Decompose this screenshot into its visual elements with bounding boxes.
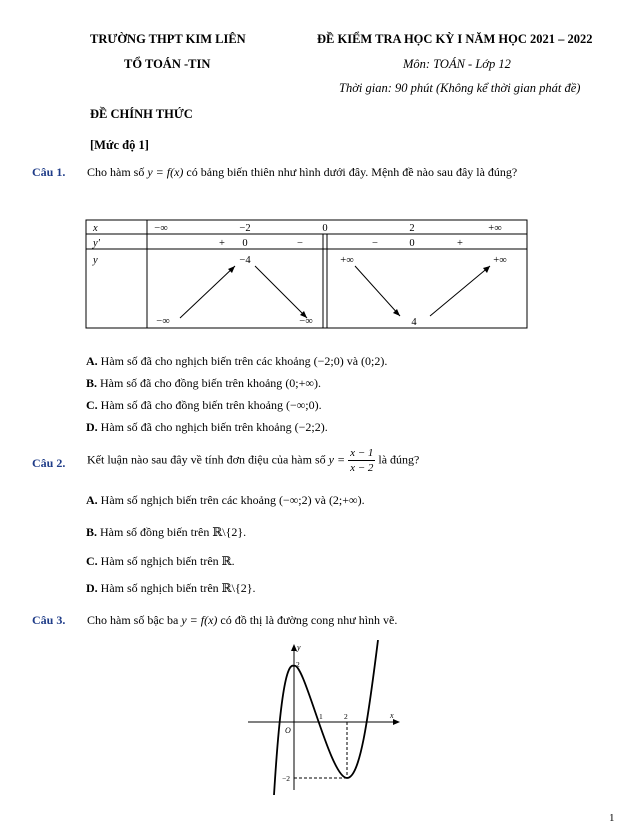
table-yp-sign-3: − bbox=[372, 238, 378, 249]
table-x-val-4: 2 bbox=[409, 223, 415, 234]
graph-x-label: x bbox=[390, 711, 394, 720]
q2-denominator: x − 2 bbox=[350, 462, 374, 474]
q2-option-b-end: . bbox=[243, 525, 247, 539]
q1-option-d-text: Hàm số đã cho nghịch biến trên khoảng bbox=[100, 420, 292, 434]
q1-option-a[interactable] bbox=[86, 354, 387, 369]
table-y-val-1: −∞ bbox=[156, 316, 170, 327]
q2-option-a-text: Hàm số nghịch biến trên các khoảng bbox=[100, 493, 276, 507]
q2-option-c[interactable] bbox=[86, 554, 235, 569]
q1-option-b-key: B. bbox=[86, 376, 98, 390]
table-yp-sign-2: − bbox=[297, 238, 303, 249]
q1-option-b-end: . bbox=[317, 376, 321, 390]
q1-option-c-end: . bbox=[318, 398, 322, 412]
q2-fraction bbox=[348, 446, 375, 475]
graph-y-top-label: 2 bbox=[296, 660, 300, 669]
table-y-val-4: +∞ bbox=[340, 255, 354, 266]
question-1-label: Câu 1. bbox=[32, 165, 66, 179]
q2-option-a-end: . bbox=[361, 493, 365, 507]
table-x-val-3: 0 bbox=[322, 223, 328, 234]
q2-option-d-math1: ℝ\{2} bbox=[221, 581, 253, 595]
q2-option-b-key: B. bbox=[86, 525, 98, 539]
official-label: ĐỀ CHÍNH THỨC bbox=[90, 107, 193, 121]
page-number: 1 bbox=[609, 812, 615, 824]
q2-option-c-key: C. bbox=[86, 554, 98, 568]
q2-y-equals: y = bbox=[328, 452, 346, 467]
graph-origin-label: O bbox=[285, 726, 291, 735]
q1-option-c-math1: (−∞;0) bbox=[285, 398, 319, 412]
q2-option-a-math1: (−∞;2) bbox=[278, 493, 312, 507]
q2-option-b[interactable] bbox=[86, 525, 246, 540]
q2-option-c-text: Hàm số nghịch biến trên bbox=[100, 554, 219, 568]
table-y-label: y bbox=[93, 255, 98, 266]
graph-curve bbox=[274, 640, 378, 795]
q1-option-b-math1: (0;+∞) bbox=[285, 376, 318, 390]
table-yp-sign-4: + bbox=[457, 238, 463, 249]
cubic-graph bbox=[240, 640, 405, 795]
table-y-val-6: +∞ bbox=[493, 255, 507, 266]
table-x-val-1: −∞ bbox=[154, 223, 168, 234]
q1-option-b-text: Hàm số đã cho đồng biến trên khoảng bbox=[100, 376, 283, 390]
q1-option-d[interactable] bbox=[86, 420, 328, 435]
table-yp-zero-1: 0 bbox=[242, 238, 248, 249]
q1-option-b[interactable] bbox=[86, 376, 321, 391]
table-y-val-3: −∞ bbox=[299, 316, 313, 327]
table-x-val-5: +∞ bbox=[488, 223, 502, 234]
exam-title: ĐỀ KIỂM TRA HỌC KỲ I NĂM HỌC 2021 – 2022 bbox=[317, 32, 593, 46]
table-x-label: x bbox=[93, 223, 98, 234]
q1-function: y = f(x) bbox=[147, 165, 184, 179]
table-yp-zero-2: 0 bbox=[409, 238, 415, 249]
q2-option-d-text: Hàm số nghịch biến trên bbox=[100, 581, 219, 595]
table-y-val-2: −4 bbox=[239, 255, 251, 266]
q2-option-b-text: Hàm số đồng biến trên bbox=[100, 525, 210, 539]
q1-option-c-text: Hàm số đã cho đồng biến trên khoảng bbox=[100, 398, 283, 412]
question-1-text bbox=[87, 165, 517, 180]
q2-text-b: là đúng? bbox=[378, 452, 420, 467]
q1-option-a-math1: (−2;0) bbox=[313, 354, 344, 368]
graph-x-arrow-icon bbox=[393, 719, 400, 725]
question-3-label: Câu 3. bbox=[32, 613, 66, 627]
q1-option-c[interactable] bbox=[86, 398, 322, 413]
q2-numerator: x − 1 bbox=[350, 447, 374, 459]
table-yp-sign-1: + bbox=[219, 238, 225, 249]
q1-option-d-key: D. bbox=[86, 420, 98, 434]
q2-option-a-key: A. bbox=[86, 493, 98, 507]
variation-table bbox=[85, 218, 530, 330]
graph-x-two-label: 2 bbox=[344, 712, 348, 721]
q3-text-b: có đồ thị là đường cong như hình vẽ. bbox=[220, 613, 398, 627]
q2-option-b-math1: ℝ\{2} bbox=[212, 525, 244, 539]
question-2-label: Câu 2. bbox=[32, 456, 66, 470]
question-2-text bbox=[87, 446, 419, 475]
graph-y-label: y bbox=[297, 643, 301, 652]
q2-text-a: Kết luận nào sau đây về tính đơn điệu của hàm số bbox=[87, 452, 326, 467]
table-y-val-5: 4 bbox=[411, 317, 417, 328]
q2-option-a-mid: và bbox=[314, 493, 326, 507]
exam-subject: Môn: TOÁN - Lớp 12 bbox=[403, 57, 511, 71]
q1-option-a-end: . bbox=[384, 354, 388, 368]
q1-text-a: Cho hàm số bbox=[87, 165, 145, 179]
q2-option-a-math2: (2;+∞) bbox=[328, 493, 362, 507]
q2-option-d-key: D. bbox=[86, 581, 98, 595]
q1-option-c-key: C. bbox=[86, 398, 98, 412]
graph-y-bottom-label: −2 bbox=[282, 774, 290, 783]
level-label: [Mức độ 1] bbox=[90, 138, 149, 152]
q1-option-d-math1: (−2;2) bbox=[294, 420, 325, 434]
q3-function: y = f(x) bbox=[181, 613, 218, 627]
q1-option-a-math2: (0;2) bbox=[361, 354, 385, 368]
q2-option-a[interactable] bbox=[86, 493, 365, 508]
q2-option-c-math1: ℝ bbox=[221, 554, 232, 568]
q2-option-d[interactable] bbox=[86, 581, 255, 596]
department-name: TỔ TOÁN -TIN bbox=[124, 57, 211, 71]
q1-option-a-key: A. bbox=[86, 354, 98, 368]
table-x-val-2: −2 bbox=[239, 223, 251, 234]
question-3-text bbox=[87, 613, 397, 628]
q2-option-d-end: . bbox=[252, 581, 256, 595]
q3-text-a: Cho hàm số bậc ba bbox=[87, 613, 179, 627]
q1-option-a-text: Hàm số đã cho nghịch biến trên các khoảng bbox=[100, 354, 311, 368]
q1-text-b: có bảng biến thiên như hình dưới đây. Mệnh đề nào sau đây là đúng? bbox=[186, 165, 518, 179]
school-name: TRƯỜNG THPT KIM LIÊN bbox=[90, 32, 246, 46]
table-yprime-label: y' bbox=[93, 238, 100, 249]
graph-x-one-label: 1 bbox=[319, 712, 323, 721]
q1-option-d-end: . bbox=[324, 420, 328, 434]
q1-option-a-mid: và bbox=[346, 354, 359, 368]
exam-time: Thời gian: 90 phút (Không kể thời gian phát đề) bbox=[339, 81, 581, 95]
q2-option-c-end: . bbox=[231, 554, 235, 568]
